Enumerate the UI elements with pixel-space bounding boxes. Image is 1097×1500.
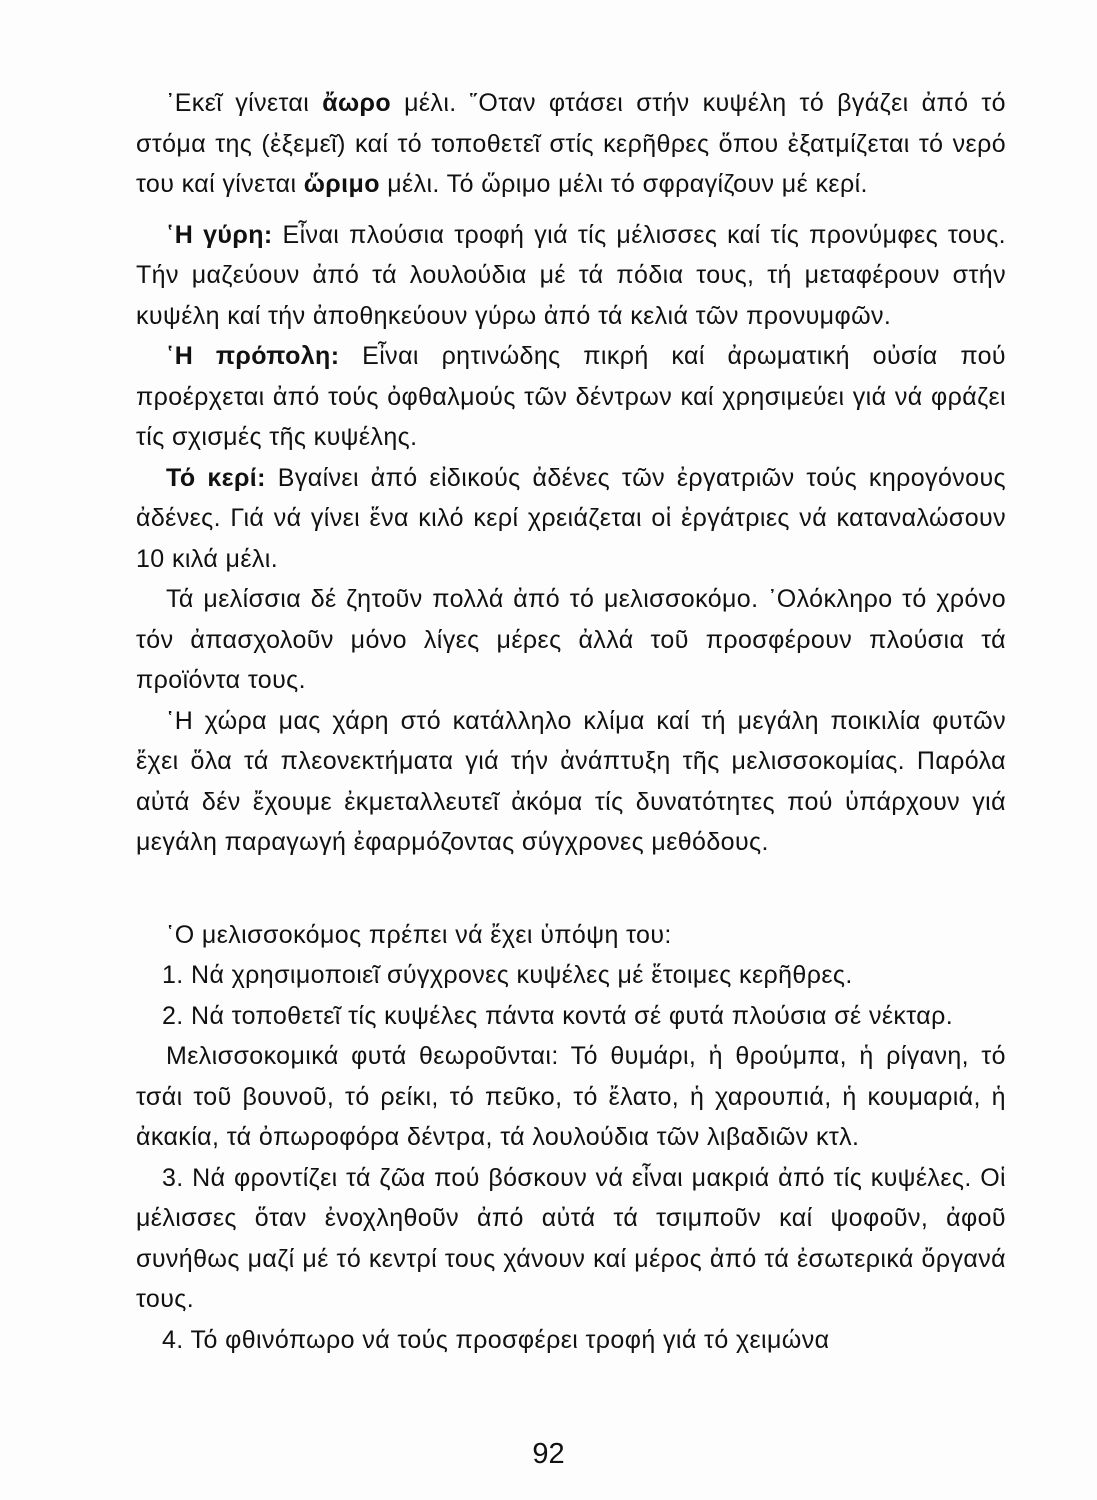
bold-term-pollen: ῾Η γύρη: [166,220,273,249]
bold-term-wax: Τό κερί: [166,463,266,492]
paragraph-wax [136,458,1006,580]
text-run: μέλι. Τό ὥριμο μέλι τό σφραγίζουν μέ κερί. [379,170,868,198]
text-run: Εἶναι πλούσια τροφή γιά τίς μέλισσες καί τίς προνύμφες τους. Τήν μαζεύουν ἀπό τά λουλούδια μέ τά πόδια τους, τή μεταφέρουν στήν κυψέλη καί τήν ἀποθηκεύουν γύρω ἀπό τά κελιά τῶν προνυμφῶν. [136,220,1007,330]
paragraph-propolis [136,336,1006,458]
paragraph-country-advantages: ῾Η χώρα μας χάρη στό κατάλληλο κλίμα καί τή μεγάλη ποικιλία φυτῶν ἔχει ὅλα τά πλεονεκτήματα γιά τήν ἀνάπτυξη τῆς μελισσοκομίας. Παρόλα αὐτά δέν ἔχουμε ἐκμεταλλευτεῖ ἀκόμα τίς δυνατότητες πού ὑπάρχουν γιά μεγάλη παραγωγή ἐφαρμόζοντας σύγχρονες μεθόδους. [136,706,1006,856]
list-item-2: 2. Νά τοποθετεῖ τίς κυψέλες πάντα κοντά σέ φυτά πλούσια σέ νέκταρ. [162,1001,954,1030]
page-body [136,83,1006,1360]
bold-term-ripe: ὥριμο [303,170,380,198]
bold-term-unripe: ἄωρο [322,89,392,117]
bold-term-propolis: ῾Η πρόπολη: [166,342,340,370]
paragraph-beekeeper-guidelines-intro: ῾Ο μελισσοκόμος πρέπει νά ἔχει ὑπόψη του: [166,920,672,949]
paragraph-beekeeper-effort: Τά μελίσσια δέ ζητοῦν πολλά ἀπό τό μελισσοκόμο. ᾿Ολόκληρο τό χρόνο τόν ἀπασχολοῦν μόνο λίγες μέρες ἀλλά τοῦ προσφέρουν πλούσια τά προϊόντα τους. [136,585,1006,694]
paragraph-honey-ripening [136,83,1006,205]
text-run: μέλι. ῞Οταν φτάσει στήν κυψέλη τό βγάζει ἀπό τό στόμα της (ἐξεμεῖ) καί τό τοποθετεῖ στίς κερῆθρες ὅπου ἐξατμίζεται τό νερό του καί γίνεται [136,89,1006,198]
page-number: 92 [532,1438,565,1470]
paragraph-pollen [136,215,1006,337]
list-item-4: 4. Τό φθινόπωρο νά τούς προσφέρει τροφή γιά τό χειμώνα [162,1325,830,1354]
text-run: Εἶναι ρητινώδης πικρή καί ἀρωματική οὐσία πού προέρχεται ἀπό τούς ὀφθαλμούς τῶν δέντρων καί χρησιμεύει γιά νά φράζει τίς σχισμές τῆς κυψέλης. [136,342,1007,451]
text-run: ᾿Εκεῖ γίνεται [166,89,323,117]
paragraph-bee-plants: Μελισσοκομικά φυτά θεωροῦνται: Τό θυμάρι, ἡ θρούμπα, ἡ ρίγανη, τό τσάι τοῦ βουνοῦ, τό ρείκι, τό πεῦκο, τό ἔλατο, ἡ χαρουπιά, ἡ κουμαριά, ἡ ἀκακία, τά ὀπωροφόρα δέντρα, τά λουλούδια τῶν λιβαδιῶν κτλ. [136,1042,1006,1151]
list-item-3: 3. Νά φροντίζει τά ζῶα πού βόσκουν νά εἶναι μακριά ἀπό τίς κυψέλες. Οἱ μέλισσες ὅταν ἐνοχληθοῦν ἀπό αὐτά τά τσιμποῦν καί ψοφοῦν, ἀφοῦ συνήθως μαζί μέ τό κεντρί τους χάνουν καί μέρος ἀπό τά ἐσωτερικά ὄργανά τους. [136,1163,1006,1313]
text-run: Βγαίνει ἀπό εἰδικούς ἀδένες τῶν ἐργατριῶν τούς κηρογόνους ἀδένες. Γιά νά γίνει ἕνα κιλό κερί χρειάζεται οἱ ἐργάτριες νά καταναλώσουν 10 κιλά μέλι. [136,463,1006,573]
list-item-1: 1. Νά χρησιμοποιεῖ σύγχρονες κυψέλες μέ ἕτοιμες κερῆθρες. [162,961,853,989]
